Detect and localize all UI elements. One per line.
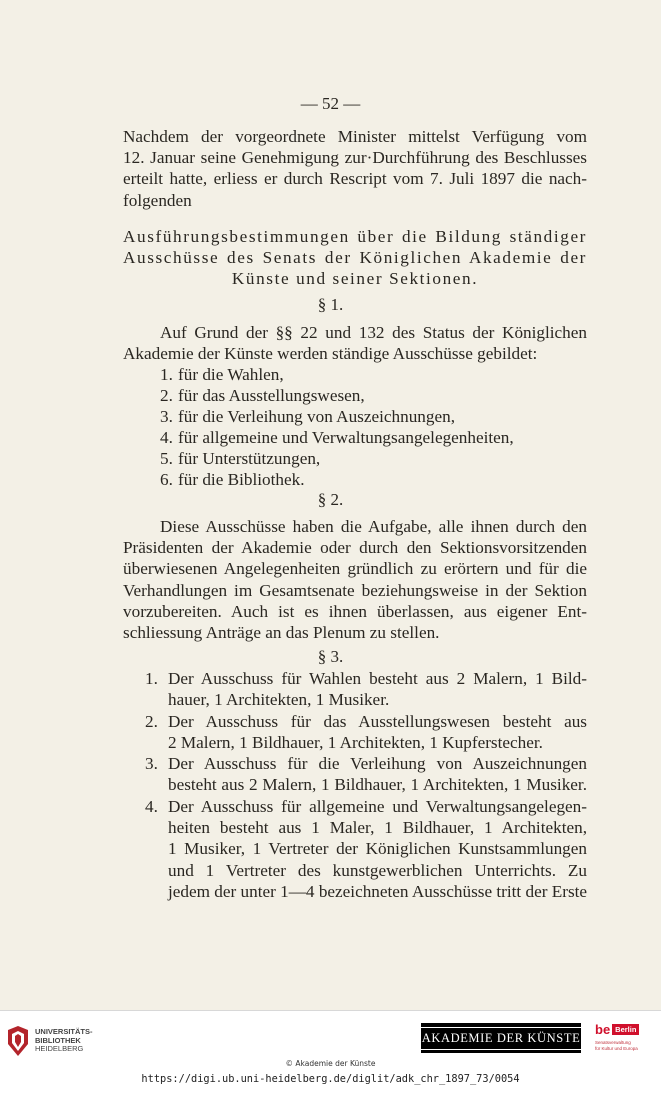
berlin-department-line: Senatsverwaltung (595, 1040, 631, 1045)
list-text: für das Ausstellungswesen, (178, 386, 365, 406)
section-heading (123, 226, 587, 289)
committee-list (160, 364, 514, 491)
university-library-logo[interactable] (6, 1023, 106, 1059)
library-name-line: UNIVERSITÄTS- (35, 1027, 93, 1037)
text-line: 12. Januar seine Genehmigung zur·Durchführung des Beschlusses (123, 148, 587, 168)
text-line: folgenden (123, 190, 192, 210)
list-item (123, 668, 587, 711)
paragraph-2-text (123, 516, 587, 643)
list-item (160, 448, 514, 469)
academy-logo-text: AKADEMIE DER KÜNSTE (415, 1027, 588, 1050)
viewer-footer (0, 1010, 661, 1095)
list-item (160, 406, 514, 427)
text-line: heiten besteht aus 1 Maler, 1 Bildhauer, 1 Architekten, (168, 818, 587, 838)
text-line: Der Ausschuss für allgemeine und Verwaltungsangelegen- (168, 796, 587, 816)
list-item (160, 469, 514, 490)
text-line: überwiesenen Angelegenheiten gründlich zu erörtern und für die (123, 559, 587, 579)
text-line: 1 Musiker, 1 Vertreter der Königlichen Kunstsammlungen (168, 839, 587, 859)
list-number: 1. (145, 669, 158, 688)
list-number: 3. (160, 407, 173, 427)
library-name (35, 1028, 93, 1054)
list-number: 1. (160, 365, 173, 384)
list-item (123, 796, 587, 902)
permalink-url[interactable]: https://digi.ub.uni-heidelberg.de/diglit/adk_chr_1897_73/0054 (141, 1073, 520, 1085)
list-text: für Unterstützungen, (178, 449, 321, 469)
text-line: Nachdem der vorgeordnete Minister mittelst Verfügung vom (123, 127, 587, 146)
berlin-senate-logo[interactable] (595, 1021, 655, 1059)
text-line: und 1 Vertreter des kunstgewerblichen Unterrichts. Zu (168, 860, 587, 880)
list-number: 5. (160, 449, 173, 469)
text-line: Der Ausschuss für Wahlen besteht aus 2 Malern, 1 Bild- (168, 669, 587, 688)
heading-line: Ausführungsbestimmungen über die Bildung ständiger (123, 227, 587, 246)
text-line: hauer, 1 Architekten, 1 Musiker. (168, 690, 390, 710)
paragraph-1-text (123, 322, 587, 364)
text-line: Verhandlungen im Gesamtsenate beziehungsweise in der Sektion (123, 580, 587, 600)
list-item (160, 364, 514, 385)
list-item (160, 427, 514, 448)
list-number: 6. (160, 470, 173, 490)
intro-paragraph (123, 126, 587, 211)
paragraph-1-title: § 1. (317, 295, 344, 314)
list-number: 4. (145, 796, 158, 816)
list-item (160, 385, 514, 406)
library-emblem-icon (6, 1026, 30, 1056)
library-city: HEIDELBERG (35, 1044, 84, 1054)
berlin-badge: Berlin (612, 1024, 639, 1035)
paragraph-3-title: § 3. (317, 647, 344, 666)
list-item (123, 753, 587, 796)
text-line: jedem der unter 1—4 bezeichneten Ausschüsse tritt der Erste (168, 881, 588, 901)
text-line: Akademie der Künste werden ständige Ausschüsse gebildet: (123, 344, 538, 364)
paragraph-2-title: § 2. (317, 490, 344, 509)
copyright-notice: © Akademie der Künste (285, 1059, 376, 1068)
library-name-line: BIBLIOTHEK (35, 1035, 81, 1045)
composition-list (123, 668, 587, 902)
text-line: schliessung Anträge an das Plenum zu stellen. (123, 622, 440, 642)
list-number: 3. (145, 754, 158, 774)
heading-line: Künste und seiner Sektionen. (231, 269, 479, 288)
text-line: Auf Grund der §§ 22 und 132 des Status der Königlichen (160, 323, 587, 342)
berlin-department (595, 1040, 655, 1051)
list-number: 4. (160, 428, 173, 448)
list-item (123, 711, 587, 754)
list-number: 2. (160, 386, 173, 406)
heading-line: Ausschüsse des Senats der Königlichen Akademie der (123, 248, 587, 267)
list-text: für die Wahlen, (178, 365, 284, 384)
list-number: 2. (145, 711, 158, 731)
text-line: Der Ausschuss für die Verleihung von Auszeichnungen (168, 754, 587, 774)
text-line: Der Ausschuss für das Ausstellungswesen besteht aus (168, 711, 587, 731)
list-text: für allgemeine und Verwaltungsangelegenheiten, (178, 428, 514, 448)
list-text: für die Verleihung von Auszeichnungen, (178, 407, 456, 427)
text-line: Präsidenten der Akademie oder durch den Sektionsvorsitzenden (123, 538, 587, 558)
berlin-be-mark: be (595, 1021, 611, 1037)
text-line: 2 Malern, 1 Bildhauer, 1 Architekten, 1 Kupferstecher. (168, 732, 543, 752)
list-text: für die Bibliothek. (178, 470, 305, 490)
text-line: besteht aus 2 Malern, 1 Bildhauer, 1 Architekten, 1 Musiker. (168, 775, 587, 795)
text-line: erteilt hatte, erliess er durch Rescript vom 7. Juli 1897 die nach- (123, 169, 587, 189)
academy-logo[interactable] (421, 1023, 581, 1053)
page-number: — 52 — (300, 94, 361, 113)
berlin-department-line: für Kultur und Europa (595, 1045, 638, 1051)
text-line: Diese Ausschüsse haben die Aufgabe, alle ihnen durch den (160, 517, 587, 536)
text-line: vorzubereiten. Auch ist es ihnen überlassen, aus eigener Ent- (123, 601, 587, 621)
